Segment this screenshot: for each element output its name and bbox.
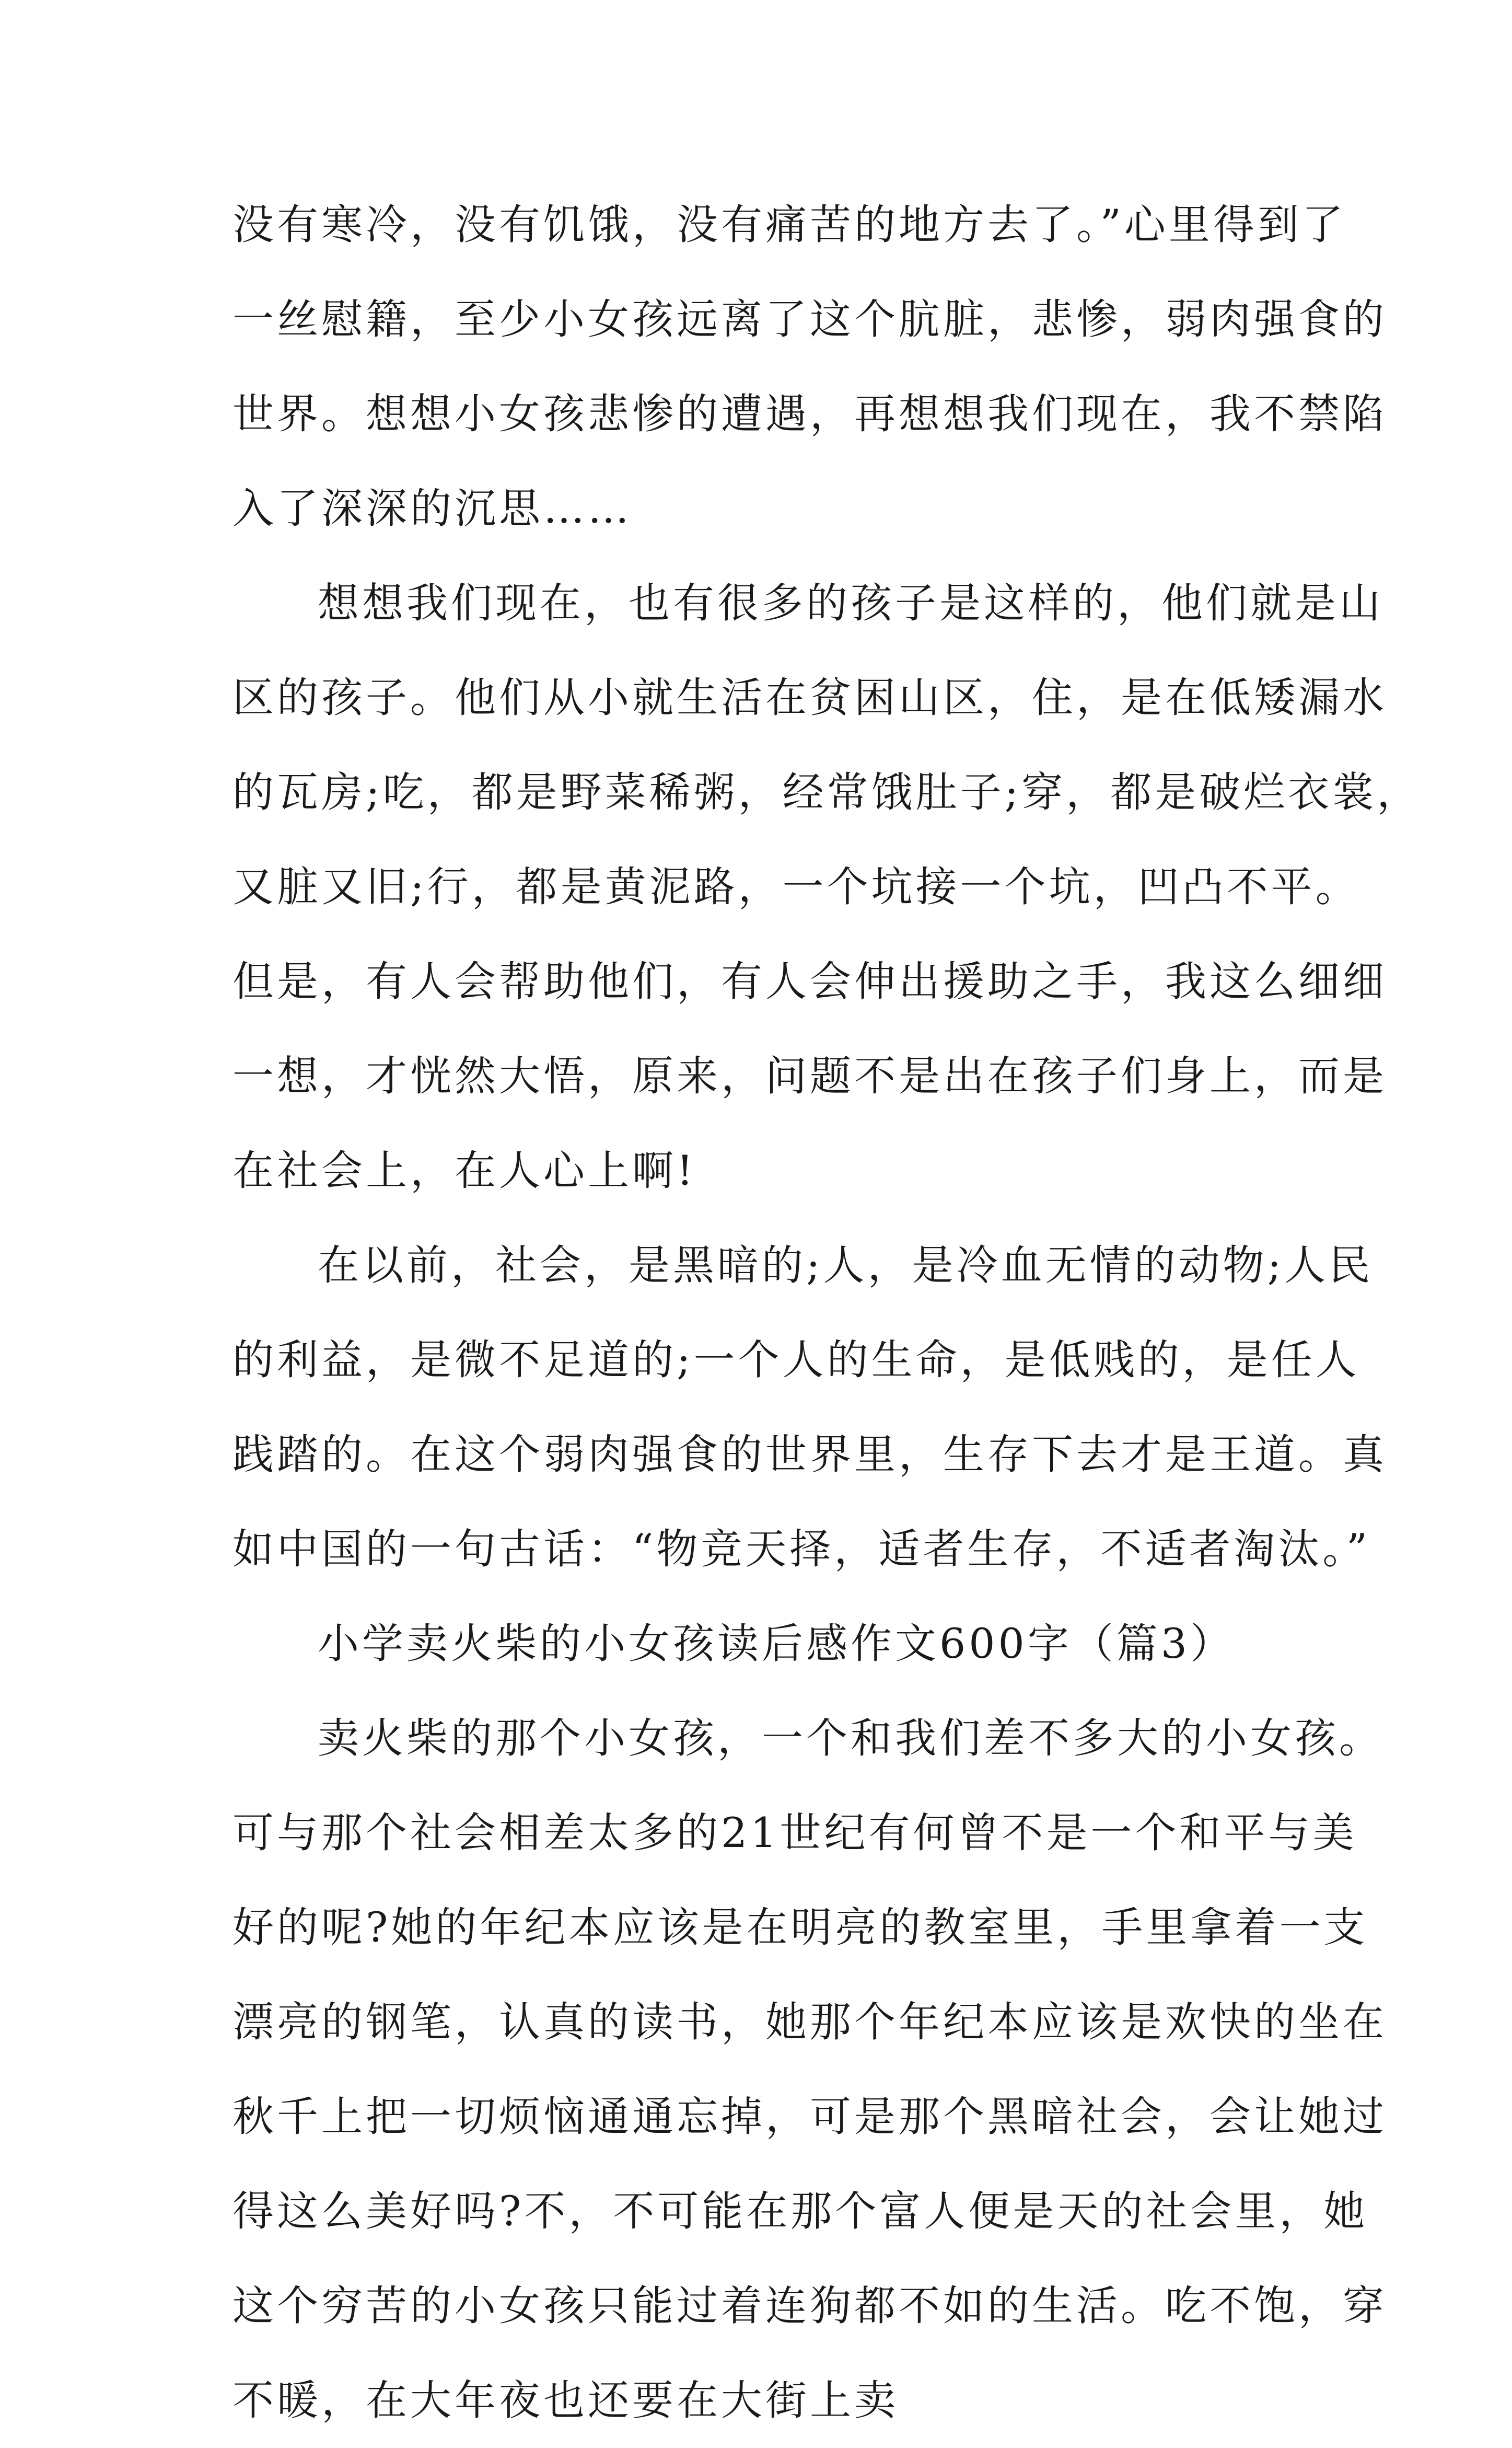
text-line: 践踏的。在这个弱肉强食的世界里，生存下去才是王道。真	[232, 1430, 1387, 1479]
text-line: 不暖，在大年夜也还要在大街上卖	[232, 2376, 899, 2424]
text-line: 在社会上，在人心上啊!	[232, 1147, 696, 1195]
text-line: 好的呢?她的年纪本应该是在明亮的教室里，手里拿着一支	[232, 1903, 1368, 1952]
text-line: 没有寒冷，没有饥饿，没有痛苦的地方去了。”心里得到了	[232, 201, 1346, 249]
text-line: 又脏又旧;行，都是黄泥路，一个坑接一个坑，凹凸不平。	[232, 863, 1360, 911]
document-body	[232, 178, 1422, 2448]
paragraph-first-line: 想想我们现在，也有很多的孩子是这样的，他们就是山	[318, 579, 1383, 627]
section-heading: 小学卖火柴的小女孩读后感作文600字（篇3）	[318, 1620, 1235, 1668]
text-line: 的瓦房;吃，都是野菜稀粥，经常饿肚子;穿，都是破烂衣裳，	[232, 768, 1422, 816]
paragraph-first-line: 卖火柴的那个小女孩，一个和我们差不多大的小女孩。	[318, 1714, 1383, 1762]
text-line: 一丝慰籍，至少小女孩远离了这个肮脏，悲惨，弱肉强食的	[232, 295, 1387, 343]
text-line: 一想，才恍然大悟，原来，问题不是出在孩子们身上，而是	[232, 1052, 1387, 1100]
text-line: 秋千上把一切烦恼通通忘掉，可是那个黑暗社会，会让她过	[232, 2093, 1387, 2141]
text-line: 入了深深的沉思……	[232, 484, 632, 533]
text-line: 可与那个社会相差太多的21世纪有何曾不是一个和平与美	[232, 1809, 1357, 1857]
text-line: 的利益，是微不足道的;一个人的生命，是低贱的，是任人	[232, 1336, 1360, 1384]
text-line: 得这么美好吗?不，不可能在那个富人便是天的社会里，她	[232, 2187, 1368, 2235]
text-line: 这个穷苦的小女孩只能过着连狗都不如的生活。吃不饱，穿	[232, 2282, 1387, 2330]
text-line: 但是，有人会帮助他们，有人会伸出援助之手，我这么细细	[232, 957, 1387, 1006]
paragraph-first-line: 在以前，社会，是黑暗的;人，是冷血无情的动物;人民	[318, 1241, 1374, 1289]
text-line: 漂亮的钢笔，认真的读书，她那个年纪本应该是欢快的坐在	[232, 1998, 1387, 2046]
text-line: 区的孩子。他们从小就生活在贫困山区，住，是在低矮漏水	[232, 674, 1387, 722]
text-line: 世界。想想小女孩悲惨的遭遇，再想想我们现在，我不禁陷	[232, 390, 1387, 438]
text-line: 如中国的一句古话：“物竞天择，适者生存，不适者淘汰。”	[232, 1525, 1371, 1573]
